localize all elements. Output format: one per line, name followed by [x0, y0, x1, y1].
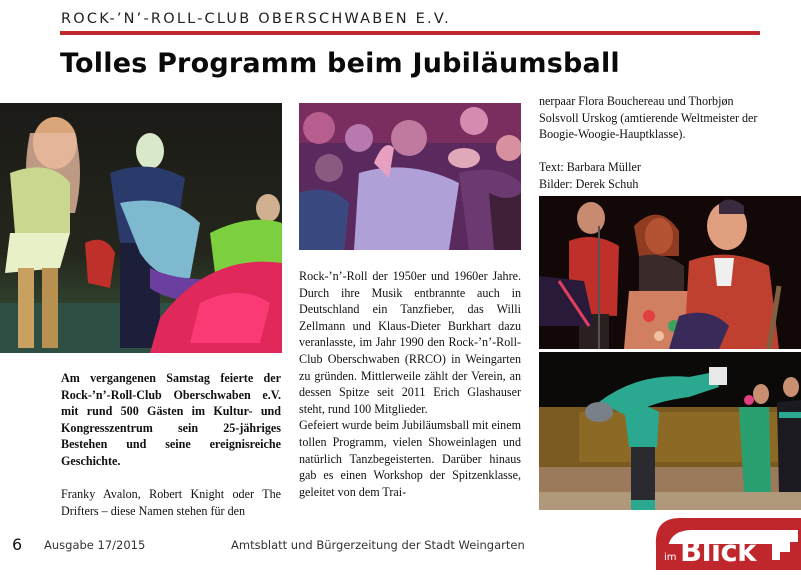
- article-lead: Am vergangenen Samstag feierte der Rock-’n’-Roll-Club Oberschwaben e.V. mit rund 500 Gästen im Kultur- und Kongresszentrum sein 25-jähriges Bestehen und seine ereignisreiche Geschichte.: [61, 371, 281, 468]
- acrobatic-dance-photo: [539, 352, 801, 510]
- im-blick-logo: [650, 516, 801, 570]
- article-paragraph: Franky Avalon, Robert Knight oder The Drifters – diese Namen stehen für den: [61, 487, 281, 518]
- band-performance-photo: [539, 196, 801, 349]
- article-headline: Tolles Programm beim Jubiläumsball: [60, 48, 620, 79]
- publication-name: Amtsblatt und Bürgerzeitung der Stadt Weingarten: [231, 538, 525, 552]
- article-column-1: [61, 370, 281, 519]
- photo-credit: Bilder: Derek Schuh: [539, 176, 639, 191]
- text-credit: Text: Barbara Müller: [539, 160, 641, 175]
- logo-blick-text: Blick: [680, 534, 756, 568]
- club-kicker: ROCK-’N’-ROLL-CLUB OBERSCHWABEN E.V.: [61, 11, 451, 27]
- article-column-3: [539, 93, 761, 193]
- article-paragraph: Gefeiert wurde beim Jubiläumsball mit einem tollen Programm, vielen Showeinlagen und natürlich Tanzbegeisterten. Darüber hinaus gab es einen Workshop der Spitzenklasse, geleitet von dem Trai-: [299, 418, 521, 499]
- article-paragraph: Rock-’n’-Roll der 1950er und 1960er Jahre. Durch ihre Musik entbrannte auch in Deutschland ein Tanzfieber, das Willi Zellmann und Klaus-Dieter Burkhart dazu veranlasste, im Jahr 1990 den Rock-’n’-Roll-Club Oberschwaben (RRCO) in Weingarten zu gründen. Mittlerweile zählt der Verein, an dessen Spitze seit 2011 Erich Glashauser steht, rund 100 Mitglieder.: [299, 269, 521, 416]
- stage-dance-show-photo: [0, 103, 282, 353]
- logo-im-text: im: [664, 552, 677, 563]
- issue-label: Ausgabe 17/2015: [44, 538, 146, 552]
- article-column-2: [299, 268, 521, 500]
- article-paragraph: nerpaar Flora Bouchereau und Thorbjøn Solsvoll Urskog (amtierende Weltmeister der Boogie-Woogie-Hauptklasse).: [539, 94, 758, 142]
- header-rule: [60, 31, 760, 35]
- page-number: 6: [12, 535, 23, 554]
- crowd-dancing-photo: [299, 103, 521, 250]
